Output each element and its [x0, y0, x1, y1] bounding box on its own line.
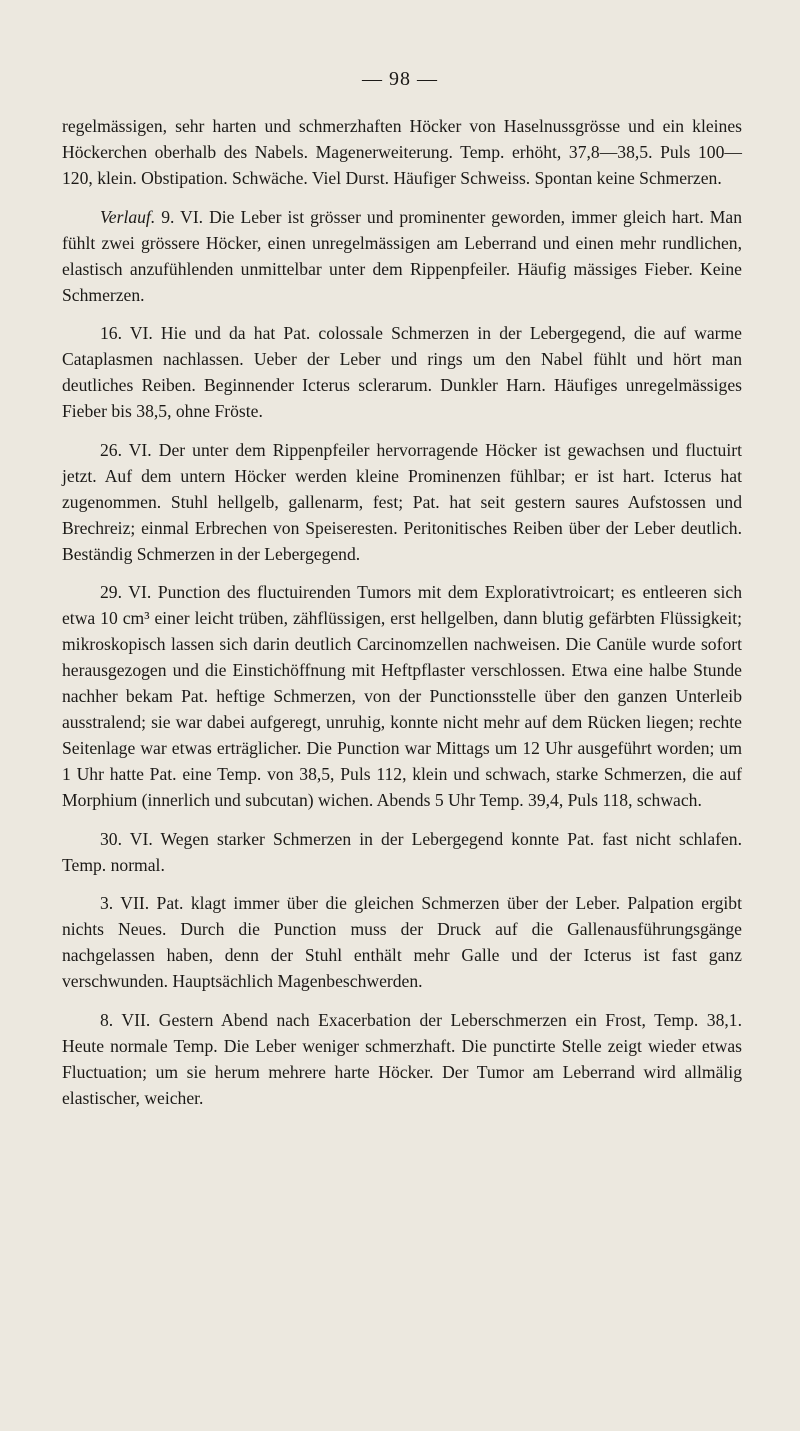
page-number: — 98 —: [362, 68, 438, 90]
paragraph-16-vi: 16. VI. Hie und da hat Pat. colossale Schmerzen in der Lebergegend, die auf warme Cataplasmen nachlassen. Ueber der Leber und rings um den Nabel fühlt und hört man deutliches Reiben. Beginnender Icterus sclerarum. Dunkler Harn. Häufiges unregelmässiges Fieber bis 38,5, ohne Fröste.: [62, 323, 742, 421]
section-heading-verlauf: Verlauf.: [100, 206, 156, 227]
document-body: [62, 113, 742, 1123]
paragraph-text: 9. VI. Die Leber ist grösser und prominenter geworden, immer gleich hart. Man fühlt zwei grössere Höcker, einen unregelmässigen am Leberrand und einen mehr rundlichen, elastisch anzufühlenden unmittelbar unter dem Rippenpfeiler. Häufig mässiges Fieber. Keine Schmerzen.: [62, 206, 742, 305]
paragraph-verlauf-9-vi: [62, 204, 742, 308]
paragraph-case-history: regelmässigen, sehr harten und schmerzhaften Höcker von Haselnussgrösse und ein kleines Höckerchen oberhalb des Nabels. Magenerweiterung. Temp. erhöht, 37,8—38,5. Puls 100—120, klein. Obstipation. Schwäche. Viel Durst. Häufiger Schweiss. Spontan keine Schmerzen.: [62, 116, 742, 188]
paragraph-26-vi: 26. VI. Der unter dem Rippenpfeiler hervorragende Höcker ist gewachsen und fluctuirt jetzt. Auf dem untern Höcker werden kleine Prominenzen fühlbar; er ist hart. Icterus hat zugenommen. Stuhl hellgelb, gallenarm, fest; Pat. hat seit gestern saures Aufstossen und Brechreiz; einmal Erbrechen von Speiseresten. Peritonitisches Reiben über der Leber deutlich. Beständig Schmerzen in der Lebergegend.: [62, 439, 742, 564]
paragraph-29-vi: 29. VI. Punction des fluctuirenden Tumors mit dem Explorativtroicart; es entleeren sich etwa 10 cm³ einer leicht trüben, zähflüssigen, erst hellgelben, dann blutig gefärbten Flüssigkeit; mikroskopisch lassen sich darin deutlich Carcinomzellen nachweisen. Die Canüle wurde sofort herausgezogen und die Einstichöffnung mit Heftpflaster verschlossen. Etwa eine halbe Stunde nachher bekam Pat. heftige Schmerzen, von der Punctionsstelle über den ganzen Unterleib ausstralend; sie war dabei aufgeregt, unruhig, konnte nicht mehr auf dem Rücken liegen; rechte Seitenlage war etwas erträglicher. Die Punction war Mittags um 12 Uhr ausgeführt worden; um 1 Uhr hatte Pat. eine Temp. von 38,5, Puls 112, klein und schwach, starke Schmerzen, die auf Morphium (innerlich und subcutan) wichen. Abends 5 Uhr Temp. 39,4, Puls 118, schwach.: [62, 582, 742, 810]
paragraph-8-vii: 8. VII. Gestern Abend nach Exacerbation der Leberschmerzen ein Frost, Temp. 38,1. Heute normale Temp. Die Leber weniger schmerzhaft. Die punctirte Stelle zeigt wieder etwas Fluctuation; um sie herum mehrere harte Höcker. Der Tumor am Leberrand wird allmälig elastischer, weicher.: [62, 1009, 742, 1108]
paragraph-3-vii: 3. VII. Pat. klagt immer über die gleichen Schmerzen über der Leber. Palpation ergibt nichts Neues. Durch die Punction muss der Druck auf die Gallenausführungsgänge nachgelassen haben, denn der Stuhl enthält mehr Galle und der Icterus ist fast ganz verschwunden. Hauptsächlich Magenbeschwerden.: [62, 893, 742, 991]
paragraph-30-vi: 30. VI. Wegen starker Schmerzen in der Lebergegend konnte Pat. fast nicht schlafen. Temp. normal.: [62, 828, 742, 875]
